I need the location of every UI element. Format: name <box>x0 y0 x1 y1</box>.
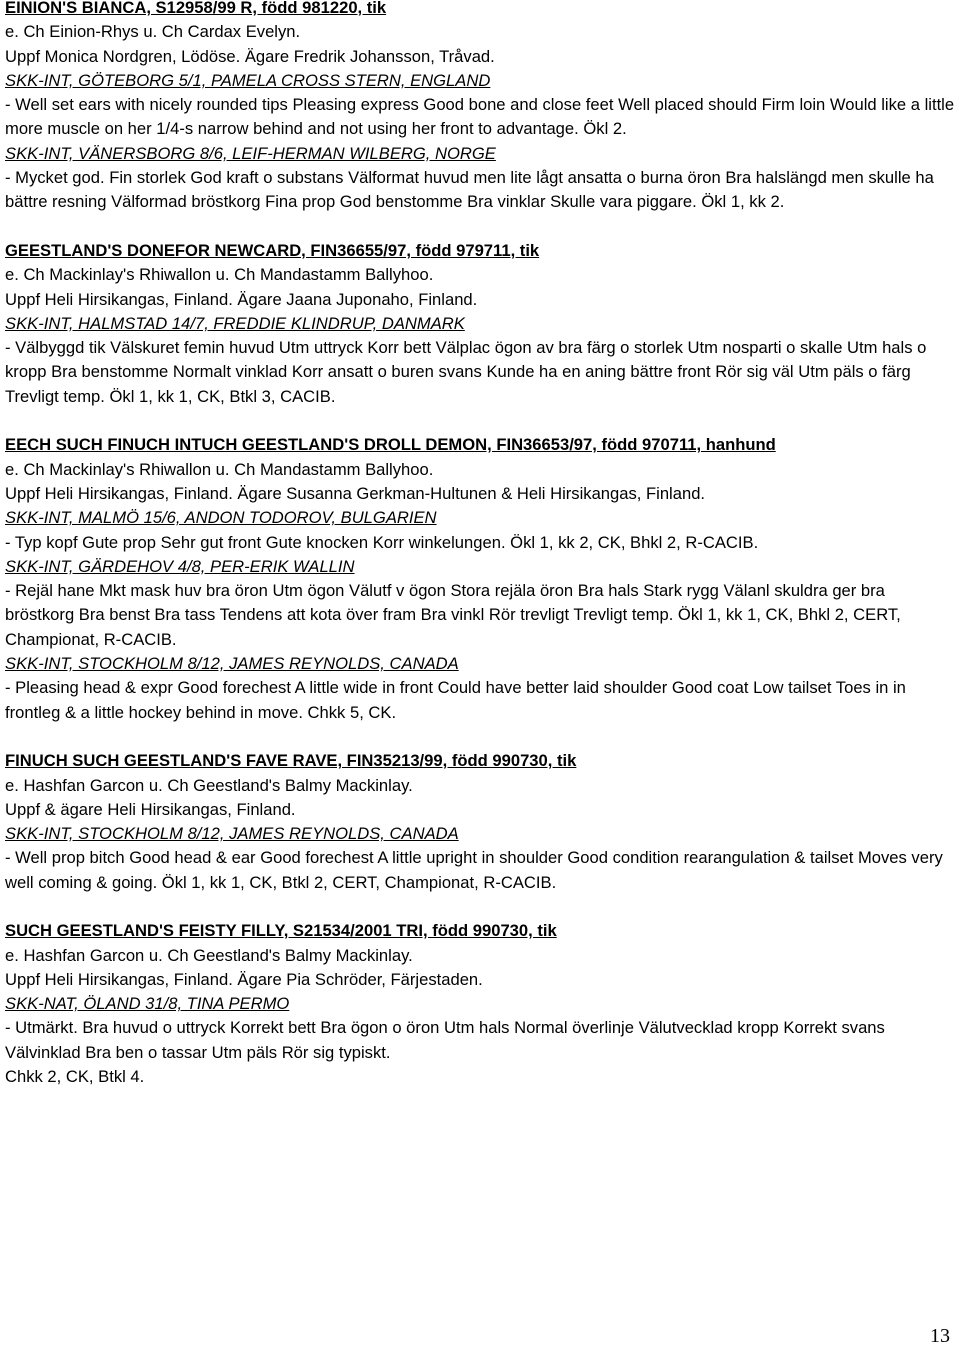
judge-critique: - Välbyggd tik Välskuret femin huvud Utm uttryck Korr bett Välplac ögon av bra färg o storlek Utm nosparti o skalle Utm hals o kropp Bra benstomme Normalt vinklad Korr ansatt o buren svans Kunde ha en aning bättre front Rör sig väl Utm päls o färg Trevligt temp. Ökl 1, kk 1, CK, Btkl 3, CACIB. <box>5 338 927 406</box>
pedigree-line: e. Hashfan Garcon u. Ch Geestland's Balmy Mackinlay. <box>5 945 413 965</box>
judge-critique: - Rejäl hane Mkt mask huv bra öron Utm ögon Välutf v ögon Stora rejäla öron Bra hals Stark rygg Välanl skuldra ger bra bröstkorg Bra benst Bra tass Tendens att kota över fram Bra vinkl Rör trevligt Trevligt temp. Ökl 1, kk 1, CK, Bhkl 2, CERT, Championat, R-CACIB. <box>5 581 901 649</box>
pedigree-line: e. Hashfan Garcon u. Ch Geestland's Balmy Mackinlay. <box>5 775 413 795</box>
show-heading: SKK-INT, VÄNERSBORG 8/6, LEIF-HERMAN WILBERG, NORGE <box>5 143 496 163</box>
breeder-owner-line: Uppf Heli Hirsikangas, Finland. Ägare Jaana Juponaho, Finland. <box>5 289 478 309</box>
judge-critique: - Mycket god. Fin storlek God kraft o substans Välformat huvud men lite lågt ansatta o burna öron Bra halslängd men skulle ha bättre resning Välformad bröstkorg Fina prop God benstomme Bra vinklar Skulle vara piggare. Ökl 1, kk 2. <box>5 168 934 212</box>
dog-title: EECH SUCH FINUCH INTUCH GEESTLAND'S DROLL DEMON, FIN36653/97, född 970711, hanhund <box>5 435 776 455</box>
show-heading: SKK-INT, STOCKHOLM 8/12, JAMES REYNOLDS, CANADA <box>5 654 459 674</box>
dog-entry <box>5 749 957 895</box>
breeder-owner-line: Uppf Monica Nordgren, Lödöse. Ägare Fredrik Johansson, Tråvad. <box>5 46 495 66</box>
judge-critique: - Well set ears with nicely rounded tips Pleasing express Good bone and close feet Well placed should Firm loin Would like a little more muscle on her 1/4-s narrow behind and not using her front to advantage. Ökl 2. <box>5 95 955 139</box>
show-heading: SKK-INT, MALMÖ 15/6, ANDON TODOROV, BULGARIEN <box>5 508 437 528</box>
page-number: 13 <box>930 1325 950 1347</box>
dog-title: EINION'S BIANCA, S12958/99 R, född 981220, tik <box>5 0 387 17</box>
dog-title: GEESTLAND'S DONEFOR NEWCARD, FIN36655/97, född 979711, tik <box>5 240 540 260</box>
dog-title: SUCH GEESTLAND'S FEISTY FILLY, S21534/2001 TRI, född 990730, tik <box>5 921 557 941</box>
show-heading: SKK-INT, GÖTEBORG 5/1, PAMELA CROSS STERN, ENGLAND <box>5 70 491 90</box>
judge-critique: - Typ kopf Gute prop Sehr gut front Gute knocken Korr winkelungen. Ökl 1, kk 2, CK, Bhkl 2, R-CACIB. <box>5 532 759 552</box>
breeder-owner-line: Uppf Heli Hirsikangas, Finland. Ägare Susanna Gerkman-Hultunen & Heli Hirsikangas, Finland. <box>5 483 706 503</box>
dog-entry <box>5 0 957 215</box>
show-heading: SKK-INT, HALMSTAD 14/7, FREDDIE KLINDRUP, DANMARK <box>5 313 465 333</box>
show-heading: SKK-NAT, ÖLAND 31/8, TINA PERMO <box>5 994 290 1014</box>
breeder-owner-line: Uppf Heli Hirsikangas, Finland. Ägare Pia Schröder, Färjestaden. <box>5 969 483 989</box>
show-heading: SKK-INT, GÄRDEHOV 4/8, PER-ERIK WALLIN <box>5 556 355 576</box>
pedigree-line: e. Ch Einion-Rhys u. Ch Cardax Evelyn. <box>5 22 301 42</box>
dog-title: FINUCH SUCH GEESTLAND'S FAVE RAVE, FIN35213/99, född 990730, tik <box>5 751 577 771</box>
pedigree-line: e. Ch Mackinlay's Rhiwallon u. Ch Mandastamm Ballyhoo. <box>5 459 434 479</box>
dog-entry <box>5 239 957 409</box>
breeder-owner-line: Uppf & ägare Heli Hirsikangas, Finland. <box>5 799 296 819</box>
pedigree-line: e. Ch Mackinlay's Rhiwallon u. Ch Mandastamm Ballyhoo. <box>5 265 434 285</box>
show-heading: SKK-INT, STOCKHOLM 8/12, JAMES REYNOLDS, CANADA <box>5 824 459 844</box>
document-body <box>5 0 957 1114</box>
dog-entry <box>5 919 957 1089</box>
judge-critique: - Well prop bitch Good head & ear Good forechest A little upright in shoulder Good condition rearangulation & tailset Moves very well coming & going. Ökl 1, kk 1, CK, Btkl 2, CERT, Championat, R-CACIB. <box>5 848 943 892</box>
judge-critique: - Utmärkt. Bra huvud o uttryck Korrekt bett Bra ögon o öron Utm hals Normal överlinje Välutvecklad kropp Korrekt svans Välvinklad Bra ben o tassar Utm päls Rör sig typiskt. Chkk 2, CK, Btkl 4. <box>5 1018 885 1087</box>
dog-entry <box>5 433 957 725</box>
judge-critique: - Pleasing head & expr Good forechest A little wide in front Could have better laid shoulder Good coat Low tailset Toes in in frontleg & a little hockey behind in move. Chkk 5, CK. <box>5 678 906 722</box>
